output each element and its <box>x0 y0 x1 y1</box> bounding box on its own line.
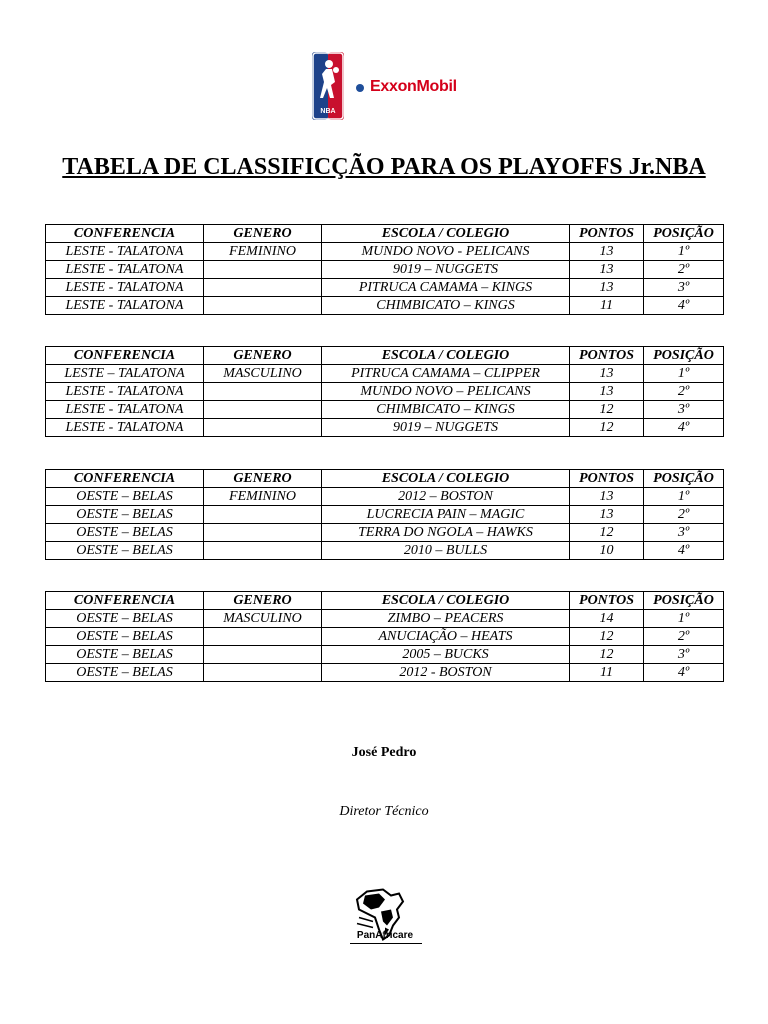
cell-genero: MASCULINO <box>204 610 322 628</box>
cell-conferencia: OESTE – BELAS <box>46 628 204 646</box>
cell-posicao: 3º <box>644 646 724 664</box>
cell-escola: ANUCIAÇÃO – HEATS <box>322 628 570 646</box>
cell-posicao: 3º <box>644 279 724 297</box>
page-title: TABELA DE CLASSIFICÇÃO PARA OS PLAYOFFS Jr.NBA <box>62 154 706 180</box>
cell-pontos: 12 <box>570 401 644 419</box>
cell-pontos: 11 <box>570 297 644 315</box>
cell-pontos: 13 <box>570 261 644 279</box>
table-row <box>46 243 724 261</box>
cell-posicao: 1º <box>644 365 724 383</box>
cell-posicao: 1º <box>644 488 724 506</box>
header-conferencia: CONFERENCIA <box>46 470 204 488</box>
cell-genero <box>204 383 322 401</box>
cell-escola: MUNDO NOVO – PELICANS <box>322 383 570 401</box>
cell-posicao: 2º <box>644 628 724 646</box>
table-row <box>46 419 724 437</box>
table-row <box>46 488 724 506</box>
table-row <box>46 365 724 383</box>
cell-escola: PITRUCA CAMAMA – KINGS <box>322 279 570 297</box>
cell-conferencia: OESTE – BELAS <box>46 524 204 542</box>
cell-escola: 2012 – BOSTON <box>322 488 570 506</box>
logo-header <box>0 48 768 128</box>
table-row <box>46 297 724 315</box>
table-header-row <box>46 470 724 488</box>
header-escola: ESCOLA / COLEGIO <box>322 225 570 243</box>
cell-pontos: 12 <box>570 646 644 664</box>
cell-escola: PITRUCA CAMAMA – CLIPPER <box>322 365 570 383</box>
cell-conferencia: LESTE - TALATONA <box>46 419 204 437</box>
cell-pontos: 12 <box>570 628 644 646</box>
cell-posicao: 3º <box>644 401 724 419</box>
header-pontos: PONTOS <box>570 470 644 488</box>
exxonmobil-logo: ExxonMobil <box>370 78 457 95</box>
table-row <box>46 664 724 682</box>
cell-escola: ZIMBO – PEACERS <box>322 610 570 628</box>
table-row <box>46 628 724 646</box>
cell-genero: MASCULINO <box>204 365 322 383</box>
cell-conferencia: OESTE – BELAS <box>46 488 204 506</box>
header-genero: GENERO <box>204 470 322 488</box>
cell-posicao: 4º <box>644 542 724 560</box>
cell-genero <box>204 506 322 524</box>
cell-posicao: 4º <box>644 419 724 437</box>
cell-posicao: 2º <box>644 383 724 401</box>
cell-conferencia: LESTE - TALATONA <box>46 261 204 279</box>
cell-escola: 2012 - BOSTON <box>322 664 570 682</box>
header-pontos: PONTOS <box>570 347 644 365</box>
cell-escola: MUNDO NOVO - PELICANS <box>322 243 570 261</box>
header-escola: ESCOLA / COLEGIO <box>322 347 570 365</box>
header-genero: GENERO <box>204 225 322 243</box>
table-header-row <box>46 592 724 610</box>
table-row <box>46 506 724 524</box>
header-posicao: POSIÇÃO <box>644 592 724 610</box>
cell-conferencia: OESTE – BELAS <box>46 506 204 524</box>
header-pontos: PONTOS <box>570 592 644 610</box>
cell-escola: LUCRECIA PAIN – MAGIC <box>322 506 570 524</box>
cell-conferencia: LESTE - TALATONA <box>46 401 204 419</box>
cell-escola: 2005 – BUCKS <box>322 646 570 664</box>
cell-pontos: 13 <box>570 365 644 383</box>
cell-posicao: 2º <box>644 261 724 279</box>
cell-genero <box>204 646 322 664</box>
cell-conferencia: OESTE – BELAS <box>46 610 204 628</box>
cell-genero <box>204 297 322 315</box>
cell-conferencia: OESTE – BELAS <box>46 664 204 682</box>
cell-genero: FEMININO <box>204 243 322 261</box>
header-conferencia: CONFERENCIA <box>46 592 204 610</box>
standings-table <box>45 346 724 437</box>
cell-posicao: 4º <box>644 664 724 682</box>
cell-escola: TERRA DO NGOLA – HAWKS <box>322 524 570 542</box>
header-posicao: POSIÇÃO <box>644 225 724 243</box>
cell-genero <box>204 279 322 297</box>
table-row <box>46 261 724 279</box>
header-genero: GENERO <box>204 592 322 610</box>
cell-pontos: 10 <box>570 542 644 560</box>
table-row <box>46 524 724 542</box>
cell-genero: FEMININO <box>204 488 322 506</box>
cell-conferencia: LESTE - TALATONA <box>46 383 204 401</box>
table-header-row <box>46 225 724 243</box>
signature-name: José Pedro <box>351 745 417 760</box>
table-row <box>46 542 724 560</box>
header-genero: GENERO <box>204 347 322 365</box>
panafricare-logo-text: PanAfricare <box>356 930 414 941</box>
cell-posicao: 3º <box>644 524 724 542</box>
cell-genero <box>204 524 322 542</box>
header-pontos: PONTOS <box>570 225 644 243</box>
signature-role: Diretor Técnico <box>339 804 429 819</box>
cell-posicao: 1º <box>644 610 724 628</box>
cell-conferencia: LESTE – TALATONA <box>46 365 204 383</box>
cell-conferencia: LESTE - TALATONA <box>46 297 204 315</box>
nba-logo-text: NBA <box>320 108 336 115</box>
header-conferencia: CONFERENCIA <box>46 347 204 365</box>
cell-genero <box>204 542 322 560</box>
cell-pontos: 12 <box>570 524 644 542</box>
cell-genero <box>204 401 322 419</box>
cell-genero <box>204 664 322 682</box>
cell-escola: 9019 – NUGGETS <box>322 261 570 279</box>
cell-pontos: 13 <box>570 279 644 297</box>
standings-table <box>45 469 724 560</box>
cell-genero <box>204 628 322 646</box>
cell-posicao: 2º <box>644 506 724 524</box>
cell-conferencia: LESTE - TALATONA <box>46 279 204 297</box>
cell-escola: CHIMBICATO – KINGS <box>322 401 570 419</box>
cell-pontos: 13 <box>570 383 644 401</box>
nba-logo-icon <box>312 52 344 120</box>
header-posicao: POSIÇÃO <box>644 470 724 488</box>
cell-posicao: 4º <box>644 297 724 315</box>
table-row <box>46 383 724 401</box>
cell-pontos: 13 <box>570 506 644 524</box>
cell-escola: CHIMBICATO – KINGS <box>322 297 570 315</box>
cell-conferencia: LESTE - TALATONA <box>46 243 204 261</box>
standings-table <box>45 224 724 315</box>
panafricare-underline <box>350 943 422 944</box>
cell-pontos: 14 <box>570 610 644 628</box>
header-posicao: POSIÇÃO <box>644 347 724 365</box>
table-row <box>46 279 724 297</box>
cell-genero <box>204 261 322 279</box>
standings-table <box>45 591 724 682</box>
cell-pontos: 11 <box>570 664 644 682</box>
table-header-row <box>46 347 724 365</box>
header-conferencia: CONFERENCIA <box>46 225 204 243</box>
header-escola: ESCOLA / COLEGIO <box>322 592 570 610</box>
cell-conferencia: OESTE – BELAS <box>46 646 204 664</box>
cell-genero <box>204 419 322 437</box>
table-row <box>46 401 724 419</box>
cell-conferencia: OESTE – BELAS <box>46 542 204 560</box>
cell-posicao: 1º <box>644 243 724 261</box>
table-row <box>46 646 724 664</box>
cell-escola: 2010 – BULLS <box>322 542 570 560</box>
sponsor-dot <box>356 84 364 92</box>
cell-pontos: 13 <box>570 243 644 261</box>
cell-pontos: 12 <box>570 419 644 437</box>
table-row <box>46 610 724 628</box>
cell-escola: 9019 – NUGGETS <box>322 419 570 437</box>
header-escola: ESCOLA / COLEGIO <box>322 470 570 488</box>
cell-pontos: 13 <box>570 488 644 506</box>
